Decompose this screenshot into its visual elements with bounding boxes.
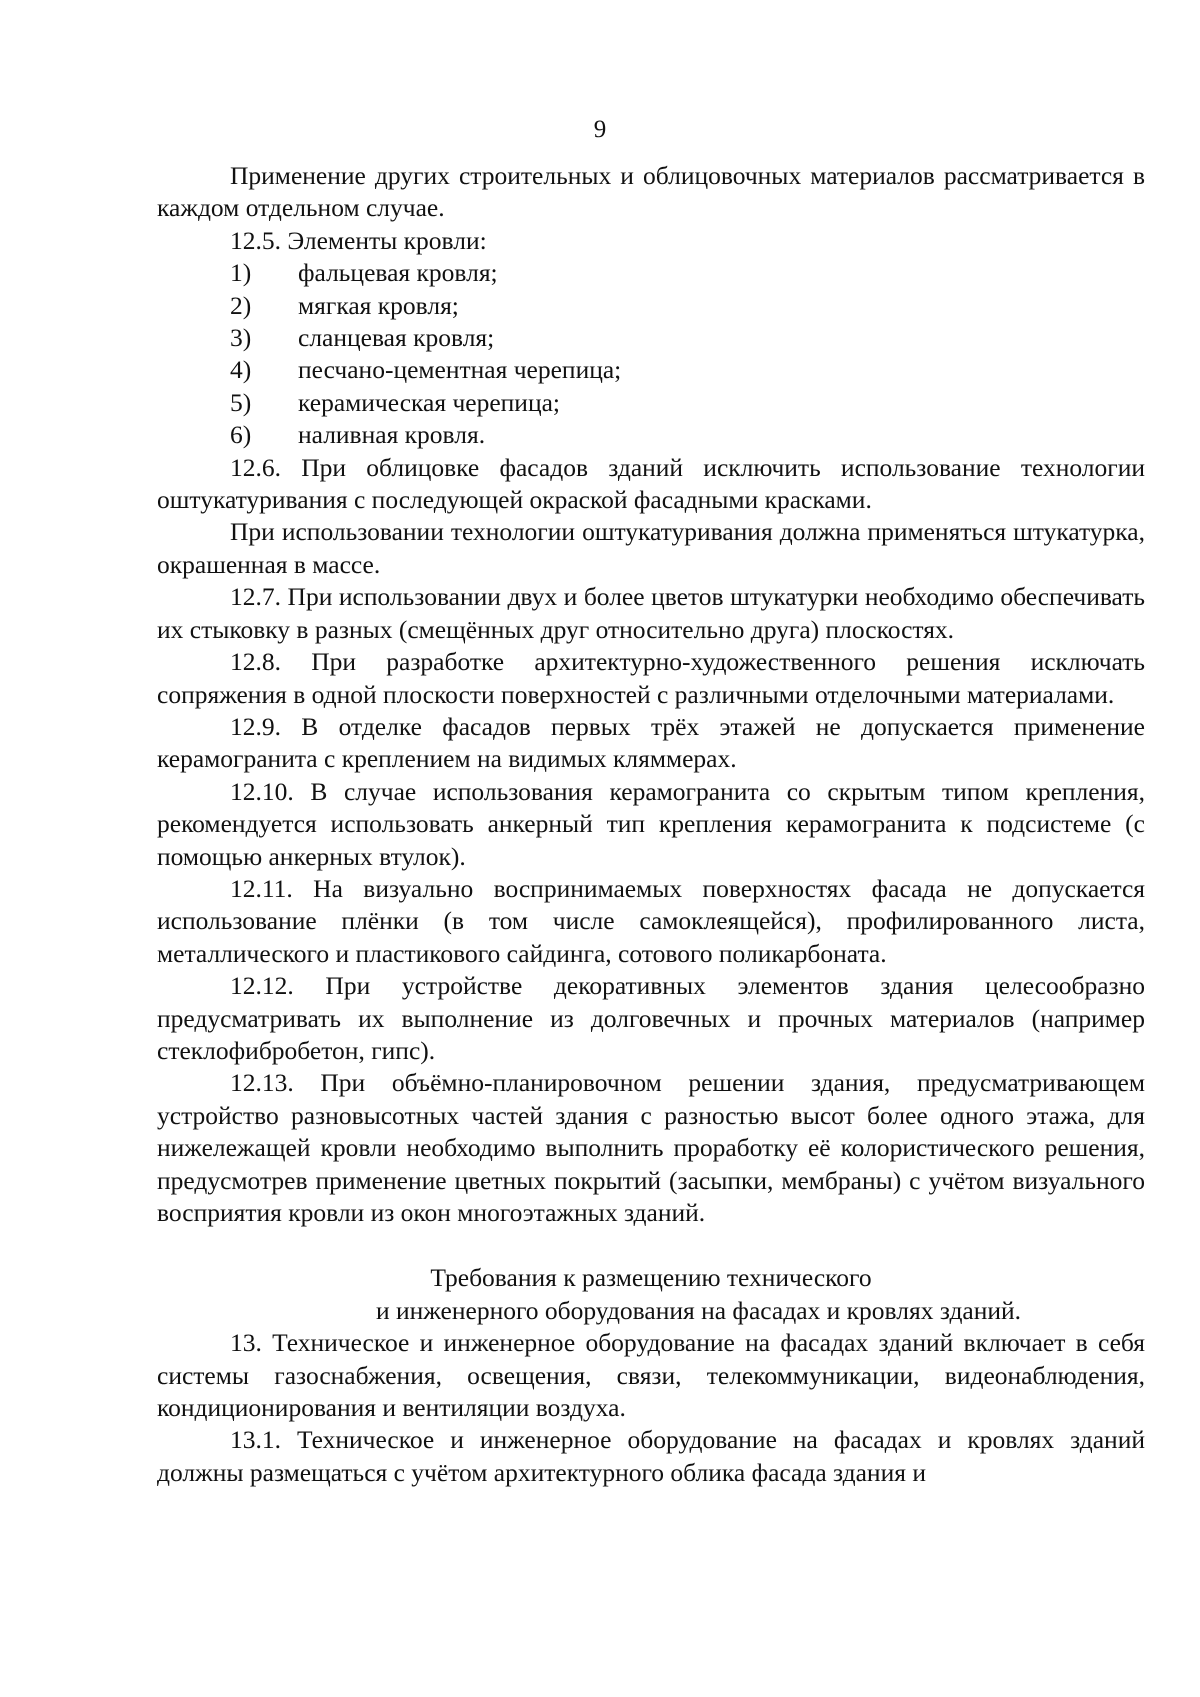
list-item-number: 2)	[230, 290, 252, 320]
paragraph-12-8: 12.8. При разработке архитектурно-художественного решения исключать сопряжения в одной плоскости поверхностей с различными отделочными материалами.	[157, 647, 1145, 709]
list-item-number: 4)	[230, 355, 252, 385]
paragraph-13: 13. Техническое и инженерное оборудование на фасадах зданий включает в себя системы газоснабжения, освещения, связи, телекоммуникации, видеонаблюдения, кондиционирования и вентиляции воздуха.	[157, 1328, 1145, 1423]
list-item	[157, 290, 1145, 322]
paragraph-13-1: 13.1. Техническое и инженерное оборудование на фасадах и кровлях зданий должны размещаться с учётом архитектурного облика фасада здания и	[157, 1425, 1145, 1487]
list-item-text: керамическая черепица;	[298, 387, 560, 417]
paragraph-12-13: 12.13. При объёмно-планировочном решении здания, предусматривающем устройство разновысотных частей здания с разностью высот более одного этажа, для нижележащей кровли необходимо выполнить проработку её колористического решения, предусмотрев применение цветных покрытий (засыпки, мембраны) с учётом визуального восприятия кровли из окон многоэтажных зданий.	[157, 1068, 1145, 1227]
paragraph-12-9: 12.9. В отделке фасадов первых трёх этажей не допускается применение керамогранита с креплением на видимых кляммерах.	[157, 711, 1145, 774]
list-item-text: фальцевая кровля;	[298, 258, 498, 288]
list-item	[157, 387, 1145, 419]
document-body	[157, 160, 1145, 1489]
paragraph-12-5: 12.5. Элементы кровли:	[230, 225, 487, 255]
list-item-text: песчано-цементная черепица;	[298, 355, 622, 385]
list-item-text: сланцевая кровля;	[298, 323, 495, 353]
list-item	[157, 354, 1145, 386]
paragraph-plaster: При использовании технологии оштукатуривания должна применяться штукатурка, окрашенная в массе.	[157, 517, 1145, 579]
list-item	[157, 322, 1145, 354]
list-item-text: наливная кровля.	[298, 420, 486, 450]
page-number: 9	[593, 116, 607, 143]
list-item-number: 3)	[230, 323, 252, 353]
section-heading-line-2: и инженерного оборудования на фасадах и кровлях зданий.	[375, 1295, 1022, 1325]
paragraph-12-11: 12.11. На визуально воспринимаемых поверхностях фасада не допускается использование плёнки (в том числе самоклеящейся), профилированного листа, металлического и пластикового сайдинга, сотового поликарбоната.	[157, 873, 1145, 968]
roof-elements-list	[157, 257, 1145, 451]
section-heading-line-1: Требования к размещению технического	[430, 1263, 872, 1293]
list-item-number: 6)	[230, 420, 252, 450]
paragraph-12-10: 12.10. В случае использования керамогранита со скрытым типом крепления, рекомендуется использовать анкерный тип крепления керамогранита к подсистеме (с помощью анкерных втулок).	[157, 776, 1145, 871]
paragraph-12-12: 12.12. При устройстве декоративных элементов здания целесообразно предусматривать их выполнение из долговечных и прочных материалов (например стеклофибробетон, гипс).	[157, 971, 1145, 1065]
list-item	[157, 257, 1145, 289]
list-item-text: мягкая кровля;	[298, 290, 459, 320]
paragraph-12-7: 12.7. При использовании двух и более цветов штукатурки необходимо обеспечивать их стыковку в разных (смещённых друг относительно друга) плоскостях.	[157, 582, 1145, 644]
list-item-number: 1)	[230, 258, 252, 288]
list-item	[157, 419, 1145, 451]
paragraph-12-6: 12.6. При облицовке фасадов зданий исключить использование технологии оштукатуривания с последующей окраской фасадными красками.	[157, 452, 1145, 515]
list-item-number: 5)	[230, 387, 252, 417]
paragraph-other-materials: Применение других строительных и облицовочных материалов рассматривается в каждом отдельном случае.	[157, 161, 1145, 223]
